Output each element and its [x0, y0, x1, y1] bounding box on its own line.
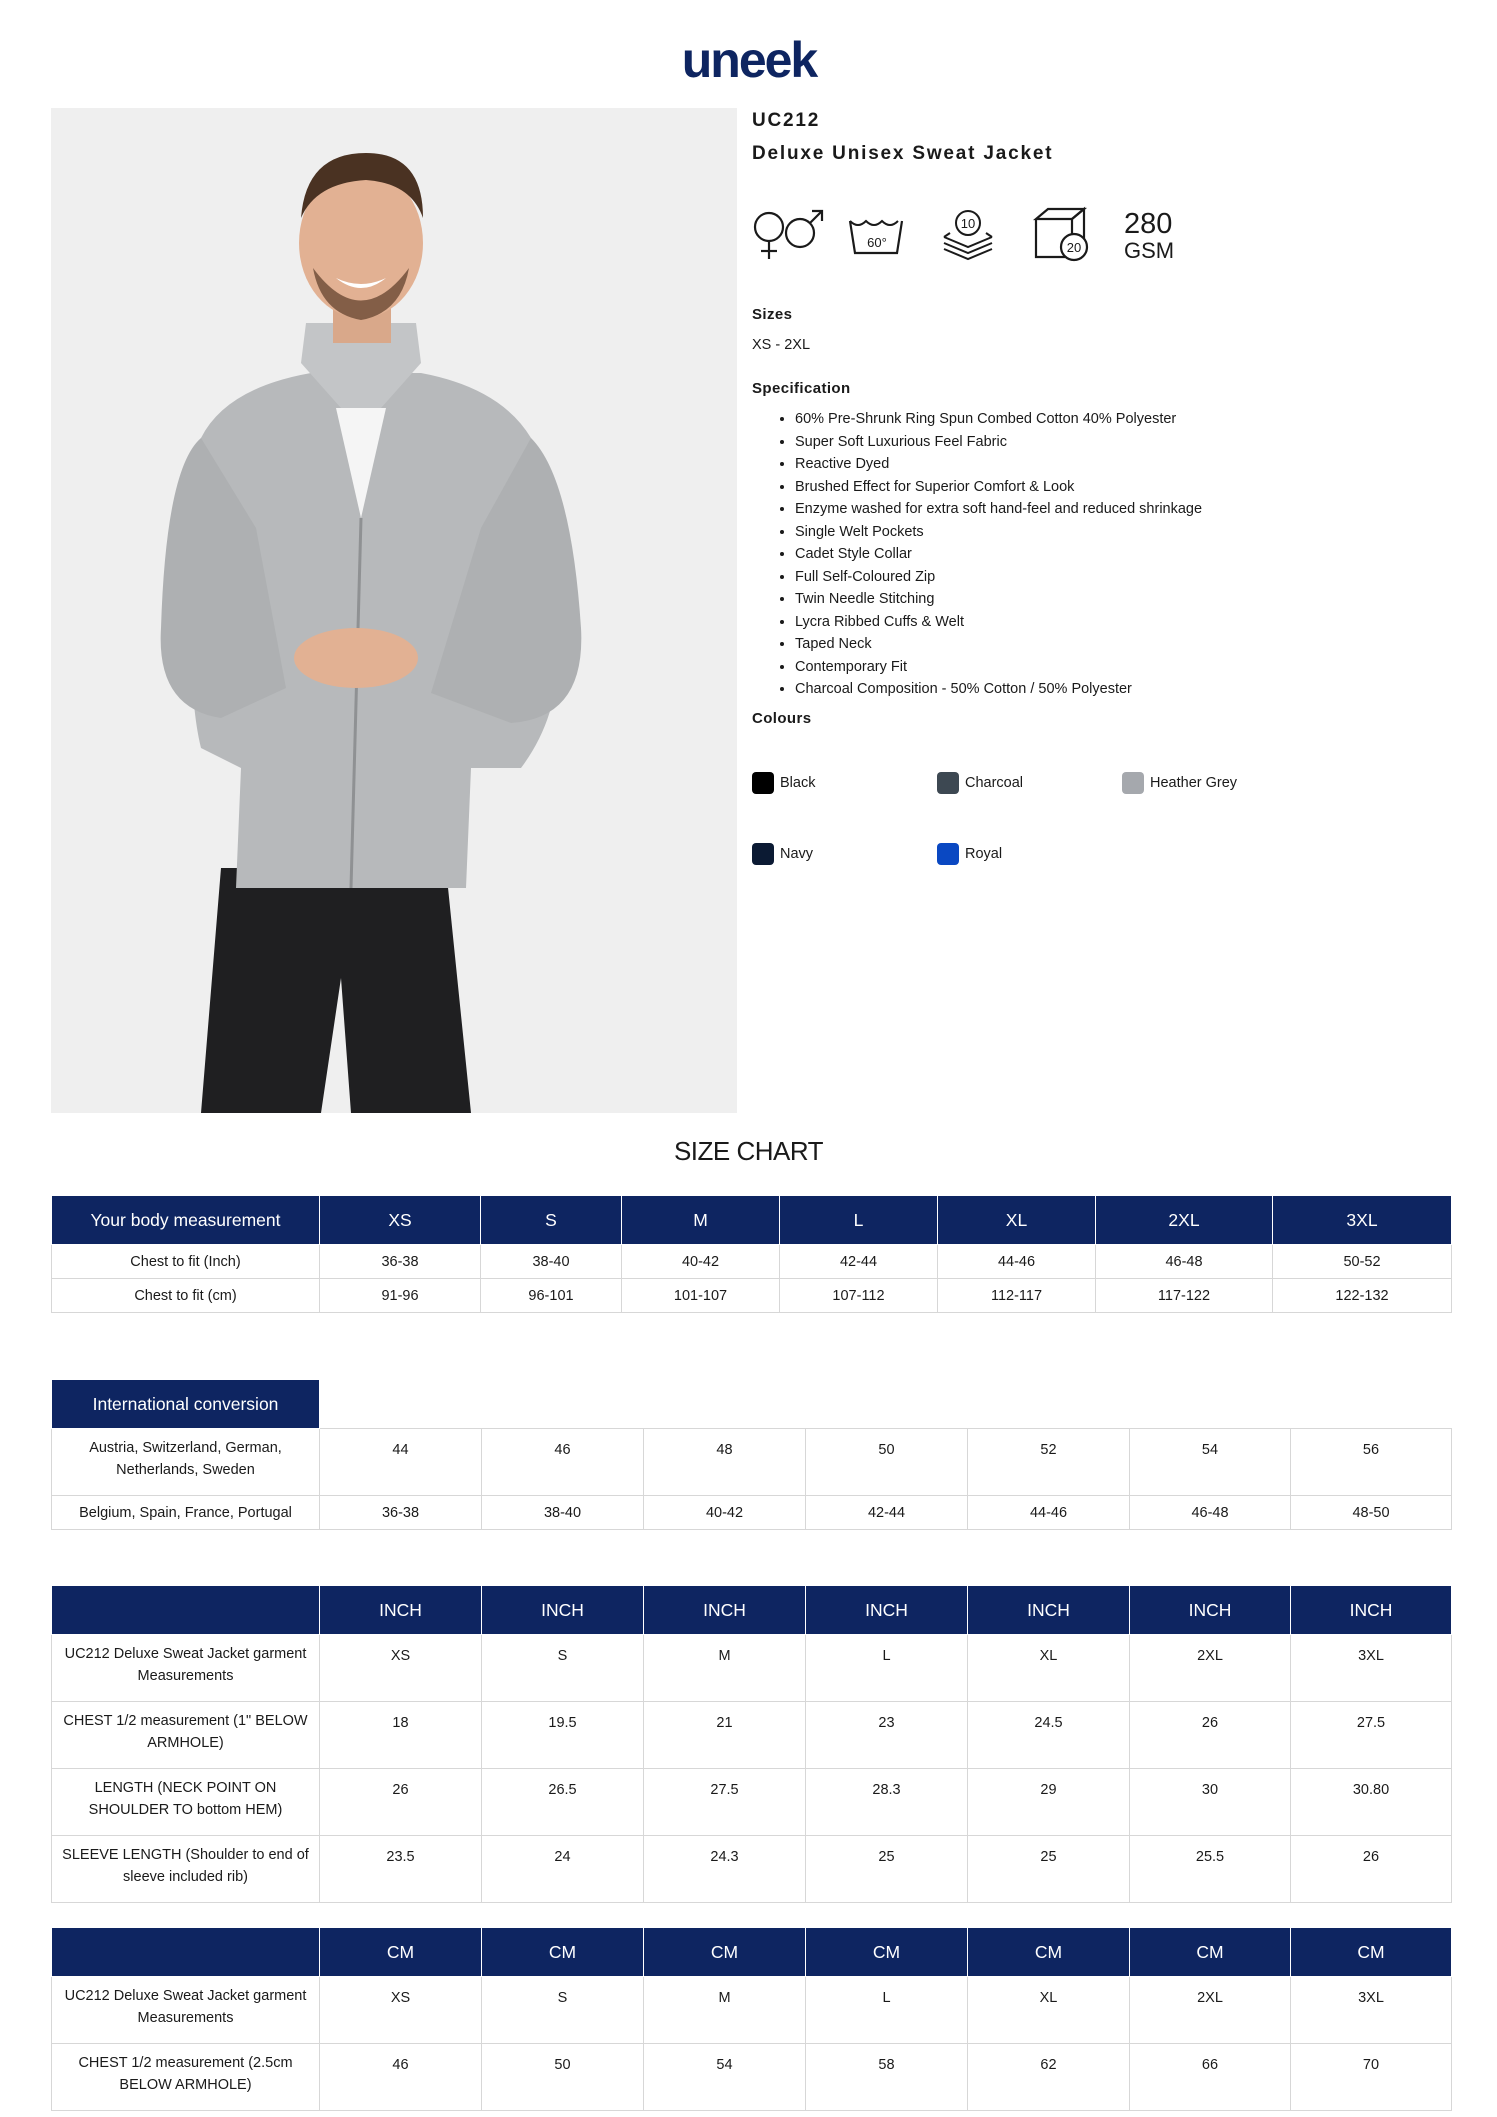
brand-logo [0, 32, 1497, 91]
header-cell: M [622, 1196, 780, 1245]
table-cell: 40-42 [622, 1245, 780, 1279]
table-cell: XS [320, 1977, 482, 2044]
table-cell: 44-46 [968, 1496, 1130, 1530]
table-cell: 70 [1291, 2044, 1452, 2111]
table-cell: 27.5 [644, 1769, 806, 1836]
header-cell: INCH [1130, 1586, 1291, 1635]
colour-swatch [752, 843, 774, 865]
table-cell: 30.80 [1291, 1769, 1452, 1836]
table-cell: 26 [1291, 1836, 1452, 1903]
table-cell: 56 [1291, 1429, 1452, 1496]
table-cell: CHEST 1/2 measurement (2.5cm BELOW ARMHOLE) [52, 2044, 320, 2111]
sizes-label: Sizes [752, 306, 793, 323]
table-cell: S [482, 1635, 644, 1702]
table-cell: 62 [968, 2044, 1130, 2111]
table-cell: 96-101 [481, 1279, 622, 1313]
table-cell: 2XL [1130, 1635, 1291, 1702]
garment-inch-table [51, 1585, 1452, 1903]
table-cell: XL [968, 1635, 1130, 1702]
table-cell: M [644, 1635, 806, 1702]
header-cell: INCH [968, 1586, 1130, 1635]
table-cell: 54 [644, 2044, 806, 2111]
table-cell: UC212 Deluxe Sweat Jacket garment Measurements [52, 1977, 320, 2044]
table-cell: 26 [1130, 1702, 1291, 1769]
international-conversion-table [51, 1379, 1452, 1530]
specification-list [775, 408, 1202, 701]
header-cell: CM [1130, 1928, 1291, 1977]
unisex-icon [755, 211, 822, 259]
table-cell: 29 [968, 1769, 1130, 1836]
wash-60-icon [850, 221, 902, 253]
table-header-row [52, 1196, 1452, 1245]
spec-item: • Contemporary Fit [795, 656, 1202, 679]
spec-item: • Twin Needle Stitching [795, 588, 1202, 611]
table-cell: Chest to fit (cm) [52, 1279, 320, 1313]
colour-option-heather-grey[interactable] [1122, 772, 1237, 794]
header-cell: 3XL [1273, 1196, 1452, 1245]
table-cell: M [644, 1977, 806, 2044]
table-cell: 66 [1130, 2044, 1291, 2111]
garment-cm-table [51, 1927, 1452, 2111]
table-cell: 42-44 [780, 1245, 938, 1279]
table-cell: 122-132 [1273, 1279, 1452, 1313]
table-cell: 44 [320, 1429, 482, 1496]
table-cell: 58 [806, 2044, 968, 2111]
table-cell: 18 [320, 1702, 482, 1769]
spec-item: • Charcoal Composition - 50% Cotton / 50% Polyester [795, 678, 1202, 701]
colour-swatch [937, 772, 959, 794]
table-cell: 25 [968, 1836, 1130, 1903]
table-cell: 25.5 [1130, 1836, 1291, 1903]
header-cell: CM [1291, 1928, 1452, 1977]
wash-count-label: 10 [960, 216, 976, 231]
colour-option-royal[interactable] [937, 843, 1002, 865]
spec-item: • Full Self-Coloured Zip [795, 566, 1202, 589]
spec-item: • Reactive Dyed [795, 453, 1202, 476]
colour-option-charcoal[interactable] [937, 772, 1023, 794]
table-cell: L [806, 1635, 968, 1702]
table-cell: 112-117 [938, 1279, 1096, 1313]
table-row [52, 1769, 1452, 1836]
table-cell: UC212 Deluxe Sweat Jacket garment Measurements [52, 1635, 320, 1702]
table-cell: 101-107 [622, 1279, 780, 1313]
header-cell: INCH [482, 1586, 644, 1635]
header-cell: XL [938, 1196, 1096, 1245]
table-cell: 3XL [1291, 1635, 1452, 1702]
colour-name: Navy [780, 846, 814, 862]
sizes-value: XS - 2XL [752, 337, 811, 353]
table-row [52, 1429, 1452, 1496]
table-header-row [52, 1380, 1452, 1429]
spec-item: • Cadet Style Collar [795, 543, 1202, 566]
table-row [52, 1245, 1452, 1279]
table-cell: 36-38 [320, 1245, 481, 1279]
table-cell: LENGTH (NECK POINT ON SHOULDER TO bottom HEM) [52, 1769, 320, 1836]
header-cell: Your body measurement [52, 1196, 320, 1245]
specification-label: Specification [752, 380, 851, 397]
spec-item: • Taped Neck [795, 633, 1202, 656]
table-cell: 24.3 [644, 1836, 806, 1903]
header-cell: INCH [644, 1586, 806, 1635]
care-icons-row [752, 205, 1122, 270]
table-header-row [52, 1928, 1452, 1977]
header-cell: S [481, 1196, 622, 1245]
product-photo [51, 108, 737, 1113]
table-cell: 24.5 [968, 1702, 1130, 1769]
spec-item: • Super Soft Luxurious Feel Fabric [795, 431, 1202, 454]
fabric-weight [1124, 210, 1174, 262]
table-row [52, 1977, 1452, 2044]
table-cell: XS [320, 1635, 482, 1702]
table-cell: 50-52 [1273, 1245, 1452, 1279]
table-cell: 23 [806, 1702, 968, 1769]
table-cell: 46 [482, 1429, 644, 1496]
colour-option-black[interactable] [752, 772, 815, 794]
header-cell: INCH [806, 1586, 968, 1635]
body-measurement-table [51, 1195, 1452, 1313]
table-cell: 46-48 [1130, 1496, 1291, 1530]
weight-value: 280 [1124, 208, 1173, 240]
table-cell: 91-96 [320, 1279, 481, 1313]
svg-text:uneek: uneek [681, 32, 816, 88]
weight-unit: GSM [1124, 238, 1175, 263]
table-cell: 48 [644, 1429, 806, 1496]
svg-text:60°: 60° [867, 235, 887, 250]
colour-swatch [1122, 772, 1144, 794]
table-cell: 50 [806, 1429, 968, 1496]
table-cell: 48-50 [1291, 1496, 1452, 1530]
product-code: UC212 [752, 110, 821, 131]
table-cell: 25 [806, 1836, 968, 1903]
table-row [52, 1496, 1452, 1530]
table-cell: 40-42 [644, 1496, 806, 1530]
table-cell: 21 [644, 1702, 806, 1769]
table-row [52, 1635, 1452, 1702]
table-row [52, 1702, 1452, 1769]
spec-item: • Enzyme washed for extra soft hand-feel and reduced shrinkage [795, 498, 1202, 521]
table-cell: XL [968, 1977, 1130, 2044]
header-cell: CM [482, 1928, 644, 1977]
table-cell: 50 [482, 2044, 644, 2111]
header-cell: International conversion [52, 1380, 320, 1429]
table-cell: CHEST 1/2 measurement (1" BELOW ARMHOLE) [52, 1702, 320, 1769]
table-cell: Belgium, Spain, France, Portugal [52, 1496, 320, 1530]
table-cell: L [806, 1977, 968, 2044]
colour-name: Black [780, 775, 816, 791]
table-cell: 42-44 [806, 1496, 968, 1530]
table-row [52, 1836, 1452, 1903]
table-cell: 38-40 [481, 1245, 622, 1279]
colour-swatch [937, 843, 959, 865]
header-cell: CM [320, 1928, 482, 1977]
table-cell: 44-46 [938, 1245, 1096, 1279]
table-cell: 38-40 [482, 1496, 644, 1530]
table-cell: 54 [1130, 1429, 1291, 1496]
table-row [52, 1279, 1452, 1313]
header-cell: 2XL [1096, 1196, 1273, 1245]
table-cell: SLEEVE LENGTH (Shoulder to end of sleeve included rib) [52, 1836, 320, 1903]
colour-option-navy[interactable] [752, 843, 813, 865]
spec-item: • Single Welt Pockets [795, 521, 1202, 544]
header-cell: INCH [1291, 1586, 1452, 1635]
table-cell: 24 [482, 1836, 644, 1903]
table-cell: Chest to fit (Inch) [52, 1245, 320, 1279]
table-cell: 26.5 [482, 1769, 644, 1836]
header-cell: XS [320, 1196, 481, 1245]
table-cell: 117-122 [1096, 1279, 1273, 1313]
box-count-label: 20 [1066, 240, 1082, 255]
colour-swatch [752, 772, 774, 794]
header-cell: INCH [320, 1586, 482, 1635]
table-cell: 2XL [1130, 1977, 1291, 2044]
header-cell: L [780, 1196, 938, 1245]
table-header-row [52, 1586, 1452, 1635]
spec-item: • Brushed Effect for Superior Comfort & Look [795, 476, 1202, 499]
table-cell: 46-48 [1096, 1245, 1273, 1279]
header-cell: CM [806, 1928, 968, 1977]
table-cell: 28.3 [806, 1769, 968, 1836]
table-cell: 19.5 [482, 1702, 644, 1769]
table-cell: 107-112 [780, 1279, 938, 1313]
table-cell: 23.5 [320, 1836, 482, 1903]
table-cell: 52 [968, 1429, 1130, 1496]
table-row [52, 2044, 1452, 2111]
table-cell: Austria, Switzerland, German, Netherlands, Sweden [52, 1429, 320, 1496]
table-cell: 46 [320, 2044, 482, 2111]
size-chart-title: SIZE CHART [673, 1136, 824, 1166]
header-cell: CM [968, 1928, 1130, 1977]
colours-label: Colours [752, 710, 812, 727]
table-cell: 36-38 [320, 1496, 482, 1530]
header-cell: CM [644, 1928, 806, 1977]
header-cell [52, 1928, 320, 1977]
table-cell: S [482, 1977, 644, 2044]
table-cell: 27.5 [1291, 1702, 1452, 1769]
table-cell: 30 [1130, 1769, 1291, 1836]
spec-item: • Lycra Ribbed Cuffs & Welt [795, 611, 1202, 634]
table-cell: 3XL [1291, 1977, 1452, 2044]
header-cell [52, 1586, 320, 1635]
colour-name: Royal [965, 846, 1003, 862]
product-name: Deluxe Unisex Sweat Jacket [752, 143, 1054, 164]
uneek-logo-icon [654, 32, 844, 88]
colour-name: Heather Grey [1150, 775, 1238, 791]
colour-name: Charcoal [965, 775, 1024, 791]
table-cell: 26 [320, 1769, 482, 1836]
spec-item: • 60% Pre-Shrunk Ring Spun Combed Cotton 40% Polyester [795, 408, 1202, 431]
